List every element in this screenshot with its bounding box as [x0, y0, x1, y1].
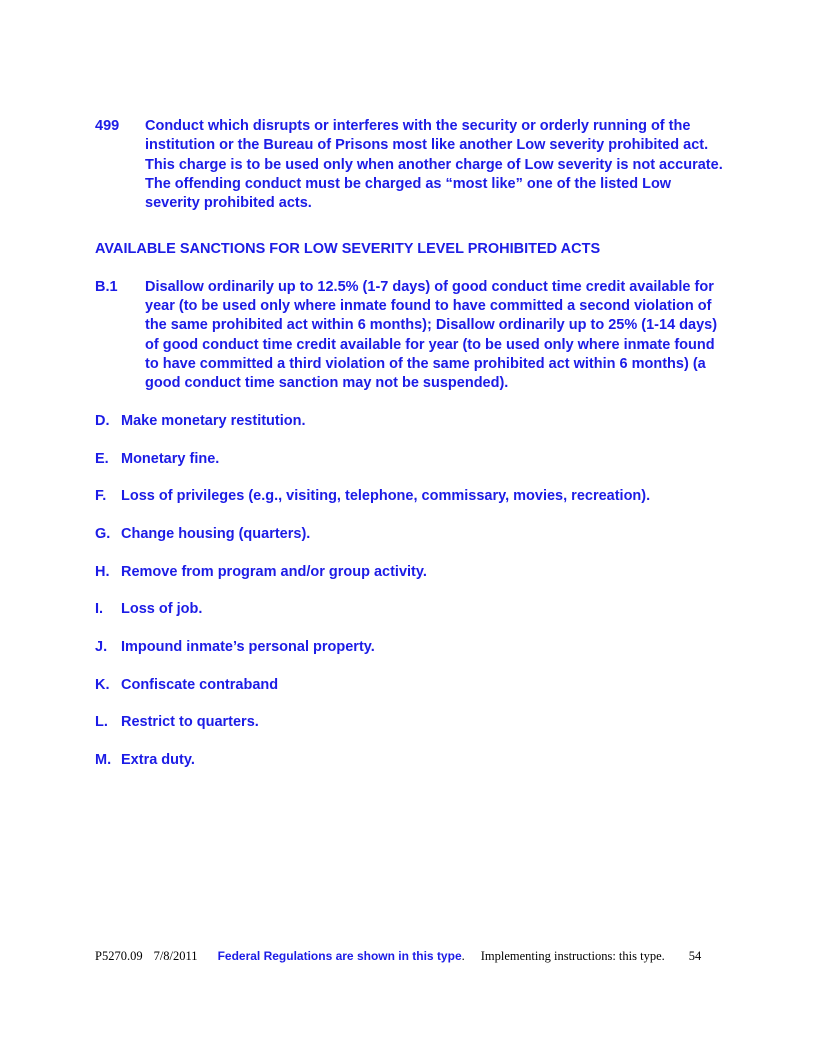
sanction-item-text: Restrict to quarters.	[121, 714, 259, 731]
footer-regulations-note: Federal Regulations are shown in this type	[217, 949, 462, 963]
sanction-item-l	[95, 713, 723, 732]
sanction-item-d	[95, 412, 723, 431]
paragraph-b1-text: Disallow ordinarily up to 12.5% (1-7 days) of good conduct time credit available for year (to be used only where inmate found to have committed a second violation of the same prohibited act within 6 months); Disallow ordinarily up to 25% (1-14 days) of good conduct time credit available for year (to be used only where inmate found to have committed a third violation of the same prohibited act within 6 months) (a good conduct time sanction may not be suspended).	[145, 278, 722, 392]
sanction-item-text: Loss of job.	[121, 601, 203, 618]
sanction-item-k	[95, 676, 723, 695]
paragraph-b1	[95, 278, 723, 394]
sanction-item-label: E.	[95, 450, 109, 467]
sanction-item-j	[95, 638, 723, 657]
sanctions-list	[95, 412, 723, 770]
sanction-item-label: L.	[95, 714, 108, 731]
sanction-item-label: F.	[95, 488, 107, 505]
sanction-item-text: Remove from program and/or group activity.	[121, 563, 427, 580]
sanction-item-text: Make monetary restitution.	[121, 412, 306, 429]
sanction-item-text: Loss of privileges (e.g., visiting, telephone, commissary, movies, recreation).	[121, 488, 651, 505]
sanction-item-label: D.	[95, 412, 110, 429]
sanction-item-e	[95, 450, 723, 469]
sanction-item-label: J.	[95, 639, 108, 656]
sanction-item-label: G.	[95, 526, 111, 543]
footer-page-number: 54	[688, 949, 702, 963]
sanction-item-g	[95, 525, 723, 544]
sanction-item-text: Extra duty.	[121, 752, 195, 769]
sanction-item-h	[95, 563, 723, 582]
page-footer	[95, 949, 723, 964]
sanction-item-f	[95, 487, 723, 506]
sanction-item-label: I.	[95, 601, 104, 618]
sanction-item-text: Monetary fine.	[121, 450, 220, 467]
page-content	[95, 117, 735, 770]
footer-instructions-note: Implementing instructions: this type.	[480, 949, 665, 963]
sanction-item-label: H.	[95, 563, 110, 580]
sanction-item-i	[95, 600, 723, 619]
paragraph-b1-number: B.1	[95, 278, 118, 295]
paragraph-499	[95, 117, 735, 213]
sanction-item-text: Confiscate contraband	[121, 676, 279, 693]
sanction-item-text: Change housing (quarters).	[121, 526, 311, 543]
footer-doc-number: P5270.09	[95, 949, 143, 963]
sanction-item-label: K.	[95, 676, 110, 693]
footer-regulations-period: .	[461, 949, 465, 963]
paragraph-499-text: Conduct which disrupts or interferes with the security or orderly running of the institution or the Bureau of Prisons most like another Low severity prohibited act. This charge is to be used only when another charge of Low severity is not accurate. The offending conduct must be charged as “most like” one of the listed Low severity prohibited acts.	[145, 118, 735, 212]
sanction-item-label: M.	[95, 752, 112, 769]
paragraph-499-number: 499	[95, 118, 120, 134]
sanction-item-m	[95, 751, 723, 770]
section-heading: AVAILABLE SANCTIONS FOR LOW SEVERITY LEVEL PROHIBITED ACTS	[95, 241, 601, 258]
sanction-item-text: Impound inmate’s personal property.	[121, 639, 375, 656]
footer-date: 7/8/2011	[153, 949, 198, 963]
